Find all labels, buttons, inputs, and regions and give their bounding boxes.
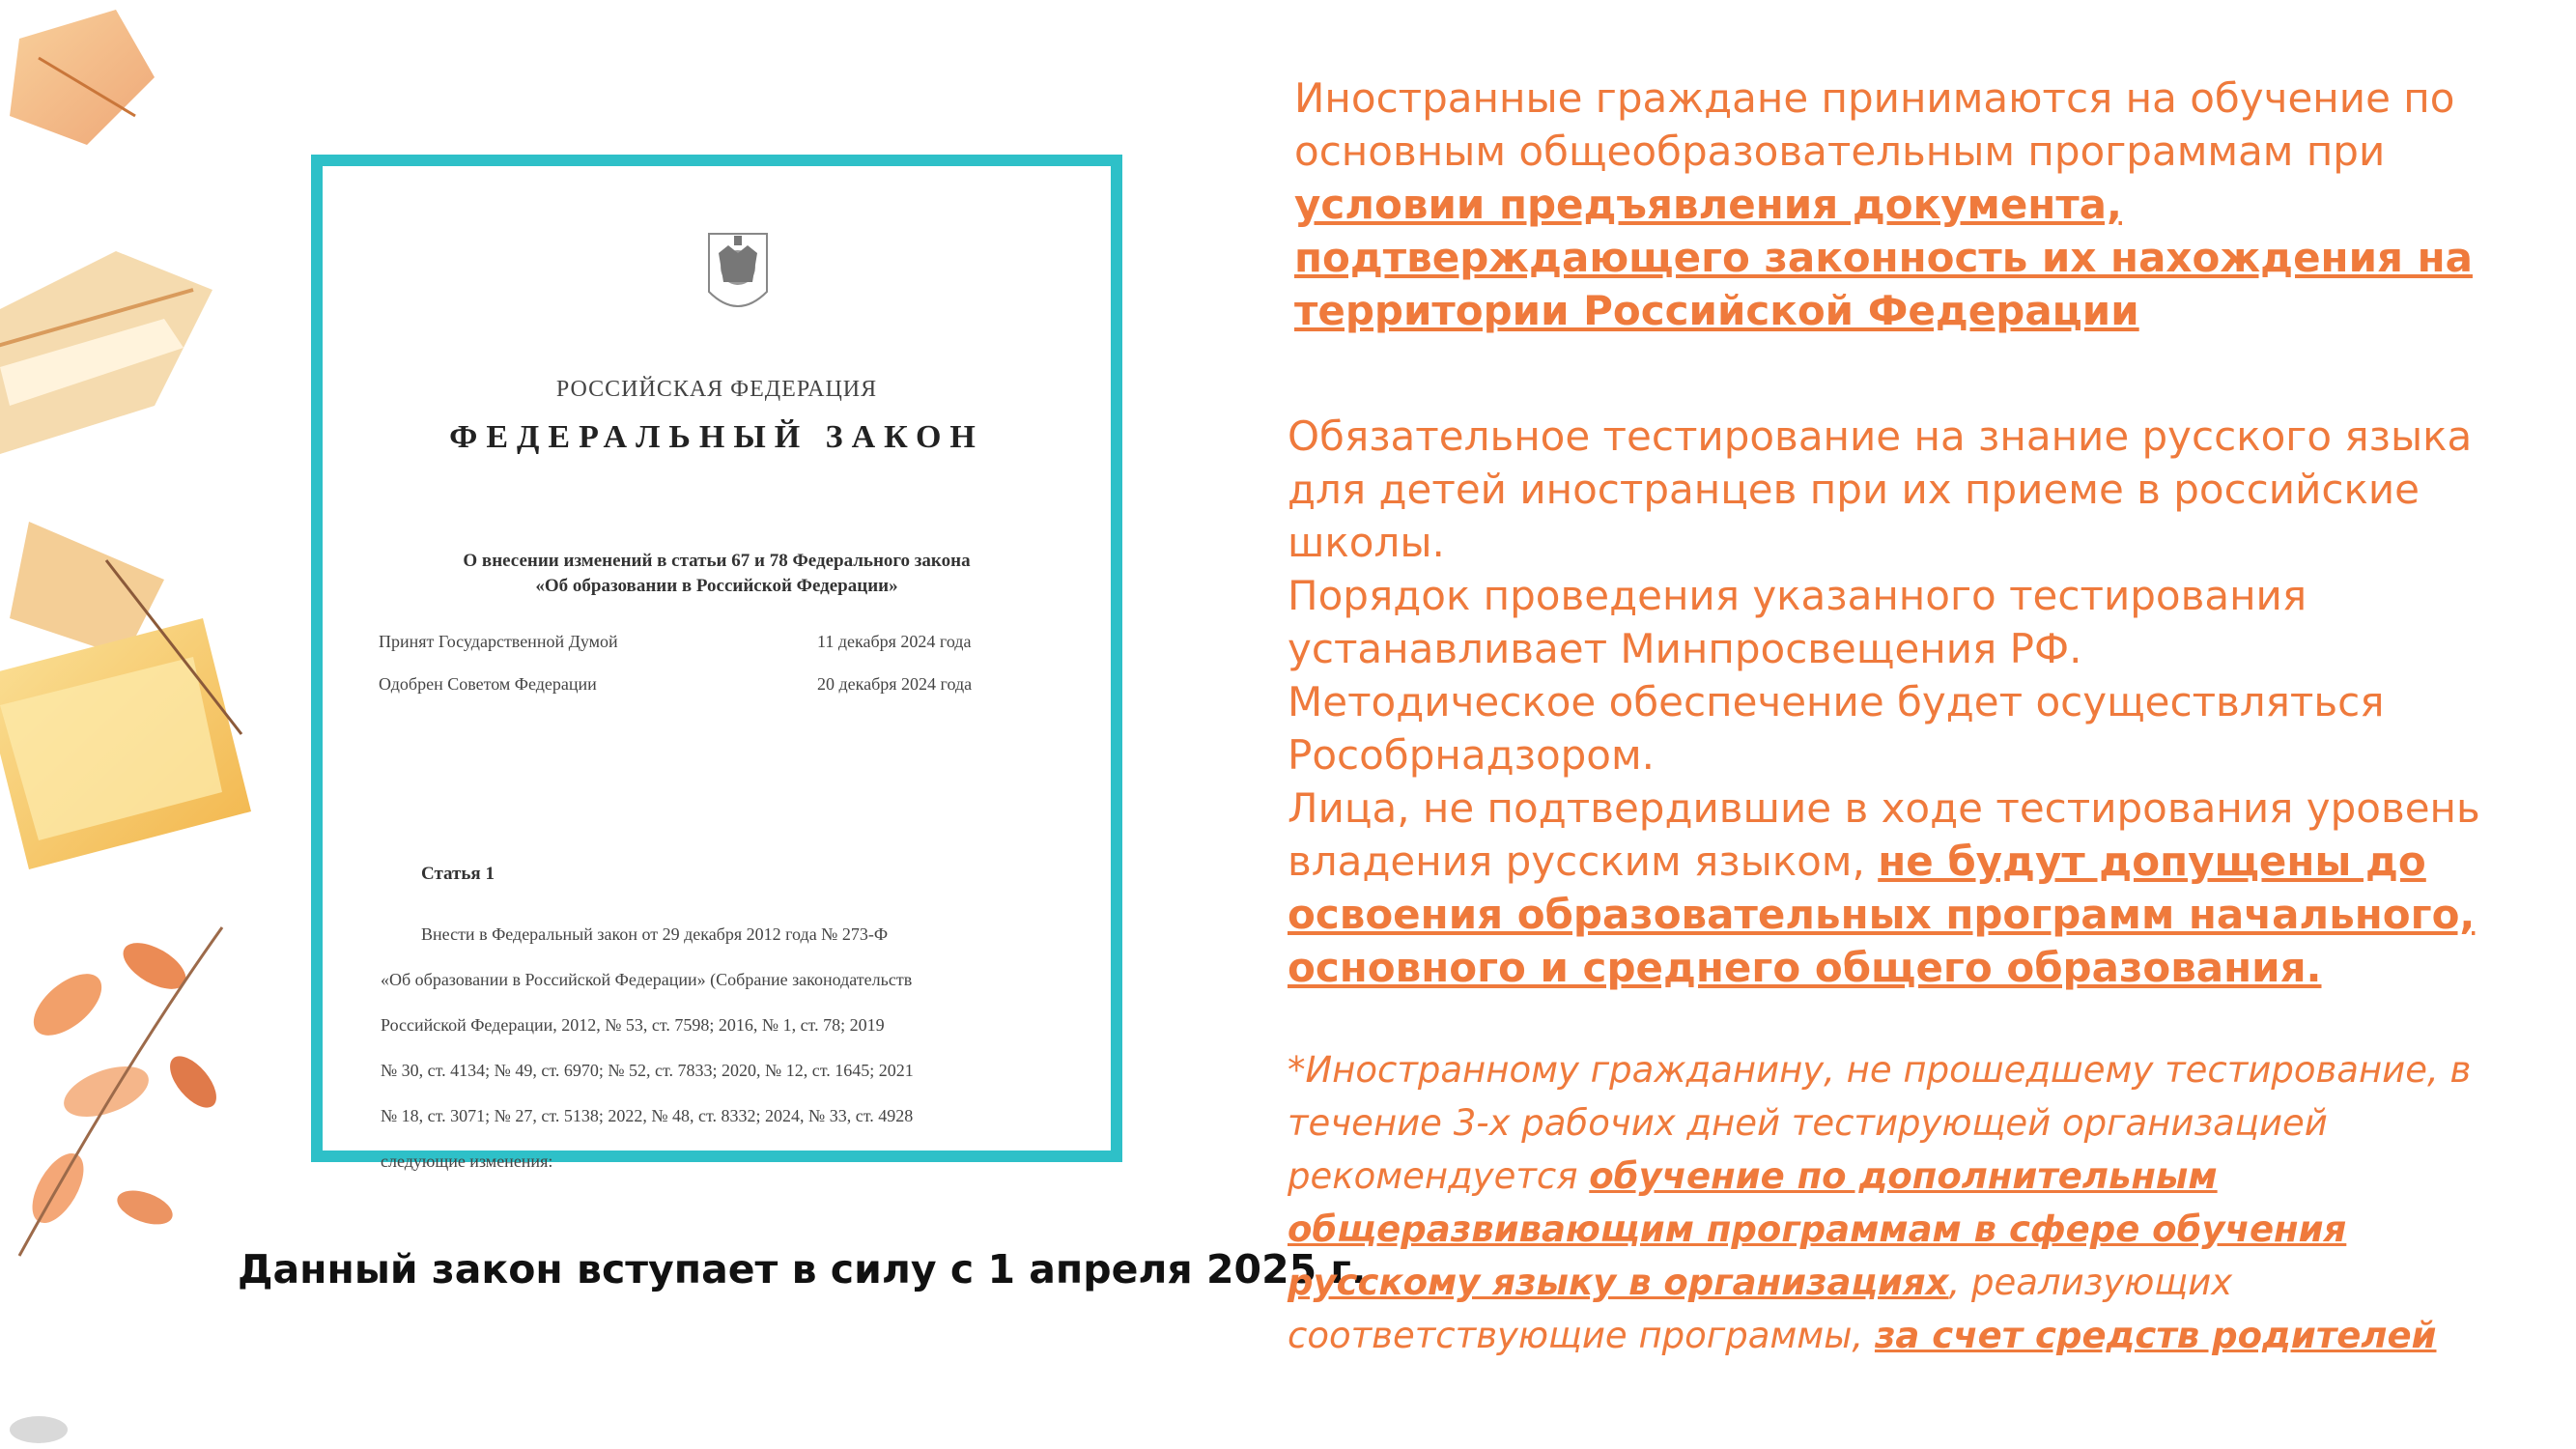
testing-requirements-text — [1288, 410, 2495, 994]
approved-label: Одобрен Советом Федерации — [379, 674, 597, 694]
law-document — [344, 187, 1090, 1171]
footnote-emphasis: за счет средств родителей — [1874, 1315, 2437, 1356]
body-line: Российской Федерации, 2012, № 53, ст. 7598; 2016, № 1, ст. 78; 2019 — [381, 1015, 885, 1035]
autumn-leaves-decoration-icon — [0, 0, 319, 1449]
testing-paragraph: Порядок проведения указанного тестирования устанавливает Минпросвещения РФ. — [1288, 572, 2307, 672]
testing-text: Лица, не подтвердившие в ходе тестирования уровень владения русским языком, — [1288, 784, 2480, 885]
document-subject-line: «Об образовании в Российской Федерации» — [535, 576, 898, 596]
body-line: № 18, ст. 3071; № 27, ст. 5138; 2022, № 48, ст. 8332; 2024, № 33, ст. 4928 — [381, 1106, 914, 1125]
body-line: Внести в Федеральный закон от 29 декабря 2012 года № 273-Ф — [421, 924, 889, 944]
admission-text: Иностранные граждане принимаются на обучение по основным общеобразовательным программам при — [1294, 74, 2455, 175]
effective-date-caption: Данный закон вступает в силу с 1 апреля 2025 г. — [238, 1246, 1367, 1293]
approved-date: 20 декабря 2024 года — [817, 674, 973, 694]
body-line: № 30, ст. 4134; № 49, ст. 6970; № 52, ст. 7833; 2020, № 12, ст. 1645; 2021 — [381, 1061, 914, 1080]
document-subject — [344, 549, 1090, 599]
adopted-date: 11 декабря 2024 года — [817, 632, 972, 651]
testing-paragraph — [1288, 781, 2495, 994]
document-body — [381, 912, 1090, 1184]
admission-emphasis: условии предъявления документа, подтверждающего законность их нахождения на территории Российской Федерации — [1294, 181, 2473, 334]
testing-paragraph: Методическое обеспечение будет осуществляться Рособрнадзором. — [1288, 678, 2385, 779]
adopted-label: Принят Государственной Думой — [379, 632, 618, 651]
document-subject-line: О внесении изменений в статьи 67 и 78 Федерального закона — [463, 551, 971, 571]
document-title: ФЕДЕРАЛЬНЫЙ ЗАКОН — [449, 419, 984, 455]
body-line: следующие изменения: — [381, 1151, 553, 1171]
testing-emphasis: не будут допущены до освоения образовательных программ начального, основного и среднего общего образования. — [1288, 838, 2476, 991]
testing-paragraph: Обязательное тестирование на знание русского языка для детей иностранцев при их приеме в российские школы. — [1288, 412, 2473, 566]
admission-conditions-text — [1294, 71, 2482, 337]
footnote-text — [1288, 1043, 2524, 1362]
footnote-part: , реализующих соответствующие программы, — [1288, 1262, 2233, 1356]
article-heading: Статья 1 — [421, 864, 495, 884]
coat-of-arms-icon — [699, 224, 777, 321]
document-country: РОССИЙСКАЯ ФЕДЕРАЦИЯ — [555, 377, 878, 402]
body-line: «Об образовании в Российской Федерации» (Собрание законодательств — [381, 970, 913, 989]
footnote-part: *Иностранному гражданину, не прошедшему тестирование, в течение 3-х рабочих дней тестирующей организацией рекомендуется — [1288, 1049, 2472, 1197]
law-document-frame — [311, 155, 1122, 1171]
footnote-emphasis: обучение по дополнительным общеразвивающим программам в сфере обучения русскому языку в организациях — [1288, 1155, 2347, 1303]
